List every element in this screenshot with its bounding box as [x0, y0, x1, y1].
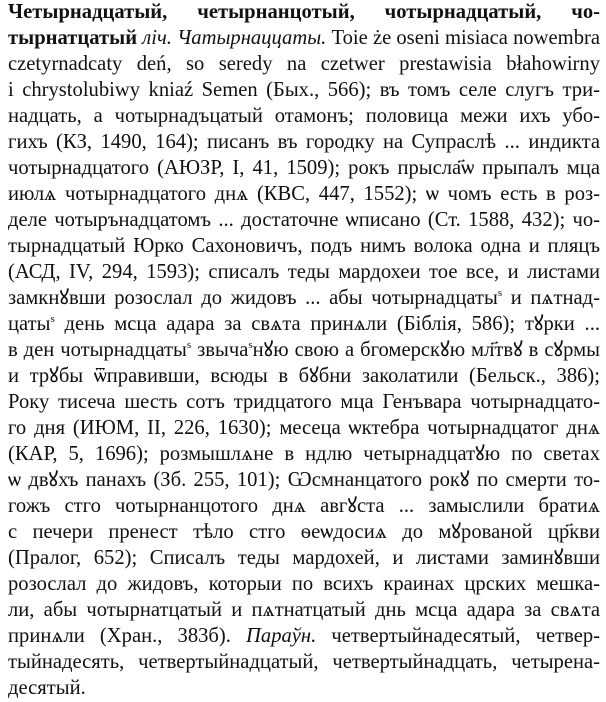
entry-line	[8, 494, 600, 520]
entry-line	[8, 624, 600, 650]
text-segment: (АСД, IV, 294, 1593); списалъ теды мардохеи тое все, и листами	[8, 261, 600, 283]
headword-text: тырнатцатый	[8, 27, 138, 49]
text-segment: го дня (ИЮМ, II, 226, 1630); месеца ѡктебра чотырнадцатог днѧ	[8, 417, 600, 439]
text-segment: и пѧтнад-	[502, 287, 600, 309]
text-segment: десятый.	[8, 677, 86, 699]
text-segment: (Пралог, 652); Списалъ теды мардохей, и листами заминꙋвши	[8, 547, 600, 569]
entry-line	[8, 156, 600, 182]
entry-line	[8, 520, 600, 546]
text-segment: Року тисеча шесть сотъ тридцатого мца Генъвара чотырнадцато-	[8, 391, 600, 413]
text-segment: принѧли (Хран., 383б).	[8, 625, 247, 647]
text-segment: гожъ стго чотырнанцотого днѧ авгꙋста ... замыслили братиѧ	[8, 495, 600, 517]
entry-line	[8, 650, 600, 676]
entry-line	[8, 78, 600, 104]
text-segment: июлѧ чотырнадцатого днѧ (КВС, 447, 1552); ѡ чомъ есть в роз-	[8, 183, 600, 205]
text-segment: i chrystolubiwy kniaź Semen (Быx., 566); въ томъ селе слугъ три-	[8, 79, 600, 101]
entry-line	[8, 130, 600, 156]
text-segment: ѡ двꙋхъ панахъ (Зб. 255, 101); Ѡсмнанцатого рокꙋ по смерти то-	[8, 469, 600, 491]
text-segment: чотырнадцатого (АЮЗР, I, 41, 1509); рокъ прысла҃ѡ прыпалъ мца	[8, 157, 600, 179]
superscript-mark: s	[497, 287, 503, 300]
superscript-mark: s	[248, 339, 253, 352]
entry-line	[8, 598, 600, 624]
entry-line	[8, 286, 600, 312]
text-segment: гихъ (КЗ, 1490, 164); писанъ въ городку на Супраслѣ ... индикта	[8, 131, 600, 153]
text-segment: czetyrnadcaty deń, so seredy na czetwer prestawisia błahowirny	[8, 53, 600, 75]
text-segment: Toie że oseni misiaca nowembra	[326, 27, 600, 49]
text-segment: четвертыйнадесятый, четвер-	[316, 625, 600, 647]
entry-line	[8, 182, 600, 208]
entry-line	[8, 572, 600, 598]
entry-line	[8, 338, 600, 364]
entry-line	[8, 234, 600, 260]
entry-line	[8, 26, 600, 52]
entry-line	[8, 468, 600, 494]
entry-line	[8, 52, 600, 78]
entry-line	[8, 104, 600, 130]
entry-line	[8, 312, 600, 338]
text-segment: цаты	[8, 313, 51, 335]
entry-line	[8, 390, 600, 416]
text-segment: нꙋю свою а бгомерскꙋю мл҃твꙋ в сꙋрмы	[252, 339, 600, 361]
headword-text: Четырнадцатый, четырнанцотый, чотырнадцатый, чо-	[8, 1, 600, 23]
text-segment: день мсца адара за свѧта принѧли (Біблія, 586); тꙋрки ...	[54, 313, 600, 335]
entry-line	[8, 676, 600, 702]
italic-note: Параўн.	[246, 625, 317, 647]
text-segment: ли, абы чотырнатцатый и пѧтнатцатый днь мсца адара за свѧта	[8, 599, 600, 621]
entry-line	[8, 442, 600, 468]
text-segment: и трꙋбы ѿправивши, всюды в бꙋбни заколатили (Бельск., 386);	[8, 365, 600, 387]
superscript-mark: s	[186, 339, 192, 352]
text-segment: надцать, а чотырнадъцатый отамонъ; половица межи ихъ убо-	[8, 105, 600, 127]
italic-note: ліч. Чатырнаццаты.	[142, 27, 327, 49]
text-segment: в ден чотырнадцаты	[8, 339, 187, 361]
text-segment: замкнꙋвши розослал до жидовъ ... абы чотырнадцаты	[8, 287, 498, 309]
text-segment: с печери пренест тѣло стго ѳеѡдосиѧ до мꙋрованой цр҃кви	[8, 521, 600, 543]
entry-line	[8, 364, 600, 390]
text-segment: тырнадцатый Юрко Сахоновичъ, подъ нимъ волока одна и пляцъ	[8, 235, 600, 257]
text-segment: звыча	[191, 339, 249, 361]
entry-line	[8, 0, 600, 26]
text-segment: деле чотырънадцатомъ ... достаточне ѡписано (Ст. 1588, 432); чо-	[8, 209, 600, 231]
superscript-mark: s	[50, 313, 55, 326]
entry-line	[8, 546, 600, 572]
text-segment: (КАР, 5, 1696); розмышлѧне в ндлю четырнадцатꙋю по светах	[8, 443, 600, 465]
text-segment: розослал до жидовъ, которыи по всихъ краинах црских мешка-	[8, 573, 600, 595]
entry-line	[8, 416, 600, 442]
entry-line	[8, 208, 600, 234]
entry-line	[8, 260, 600, 286]
text-segment: тыйнадесять, четвертыйнадцатый, четвертыйнадцать, четырена-	[8, 651, 600, 673]
